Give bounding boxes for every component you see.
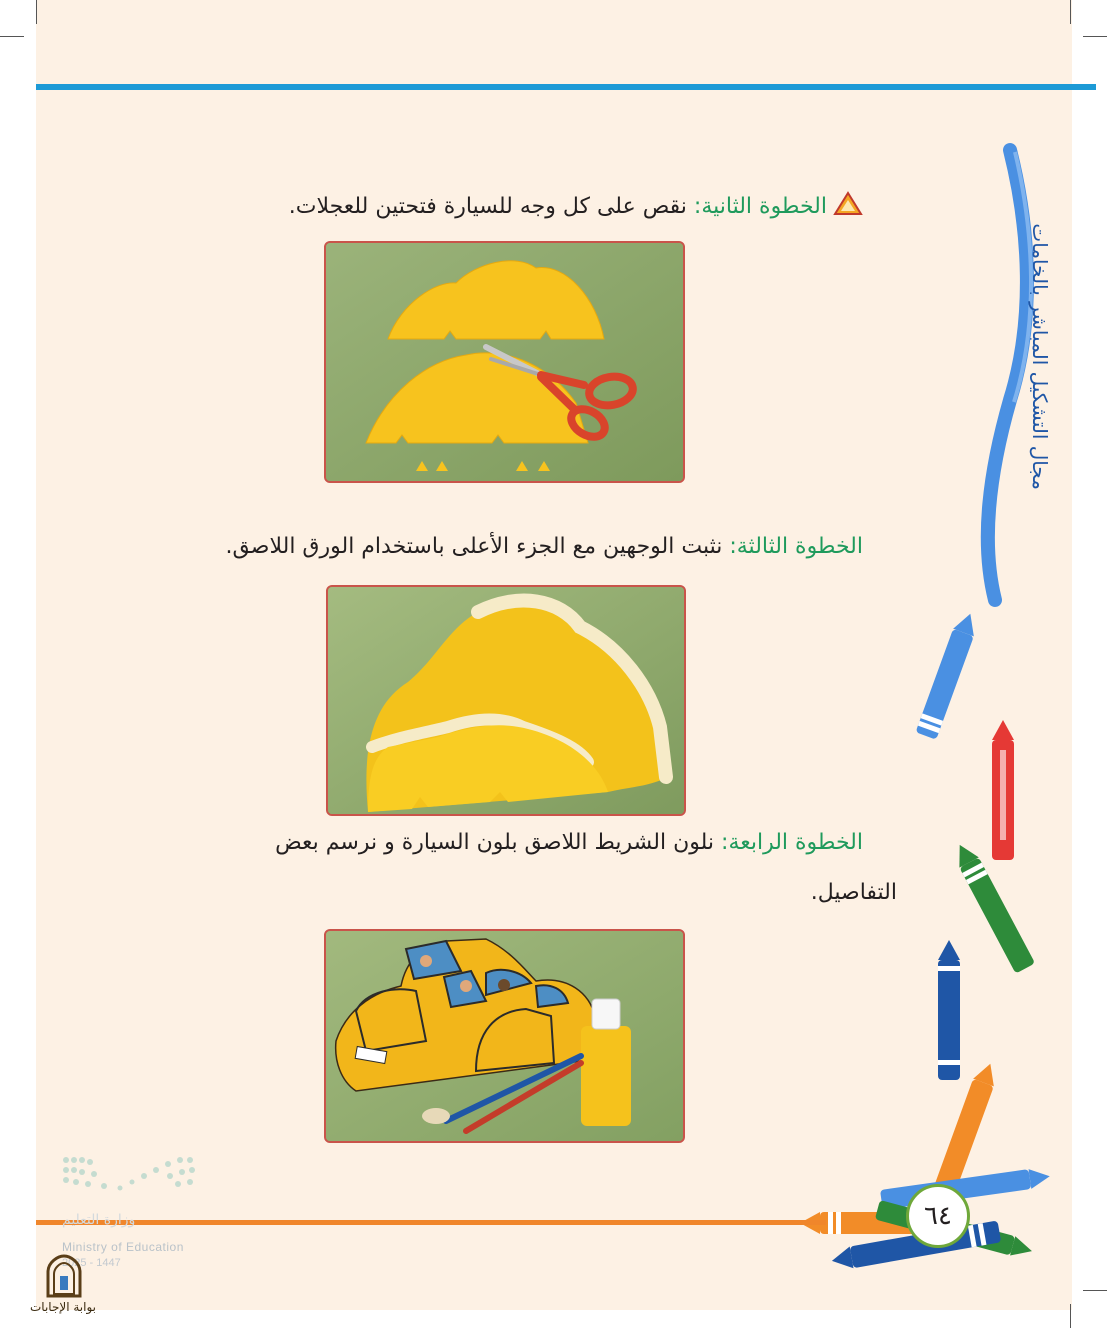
step-four-text: نلون الشريط اللاصق بلون السيارة و نرسم بعض [275, 830, 722, 855]
photo-taped-body [326, 585, 686, 816]
triangle-bullet-icon [833, 190, 863, 216]
crop-mark [36, 0, 37, 24]
ministry-name-english: Ministry of Education [62, 1240, 184, 1254]
crop-mark [0, 36, 24, 37]
step-four-line-2 [811, 880, 897, 905]
portal-label: بوابة الإجابات [30, 1300, 97, 1314]
step-four-heading: الخطوة الرابعة: [721, 830, 863, 855]
step-two-heading: الخطوة الثانية: [693, 194, 827, 219]
sidebar-title-wrap [862, 150, 1072, 490]
ministry-year: 2025 - 1447 [62, 1257, 121, 1269]
top-blue-bar [36, 84, 1096, 90]
page-number: ٦٤ [906, 1184, 970, 1248]
step-three-heading: الخطوة الثالثة: [729, 534, 863, 559]
step-two-text: نقص على كل وجه للسيارة فتحتين للعجلات. [288, 194, 694, 219]
photo-cutting-sides [324, 241, 685, 483]
crop-mark [1070, 0, 1071, 24]
crop-mark [1070, 1304, 1071, 1328]
step-four-line [275, 830, 863, 855]
crop-mark [1083, 1290, 1107, 1291]
photo-painted-car [324, 929, 685, 1143]
step-two-line [289, 190, 863, 219]
ministry-name-arabic: وزارة التعليم [62, 1212, 136, 1228]
portal-logo-icon [44, 1254, 84, 1298]
ministry-logo-icon [60, 1152, 200, 1202]
step-four-text-2: التفاصيل. [810, 880, 897, 905]
step-three-text: نثبت الوجهين مع الجزء الأعلى باستخدام الورق اللاصق. [225, 534, 730, 559]
crop-mark [1083, 36, 1107, 37]
step-three-line [225, 534, 863, 559]
sidebar-title: مجال التشكيل المباشر بالخامات [1028, 223, 1052, 490]
